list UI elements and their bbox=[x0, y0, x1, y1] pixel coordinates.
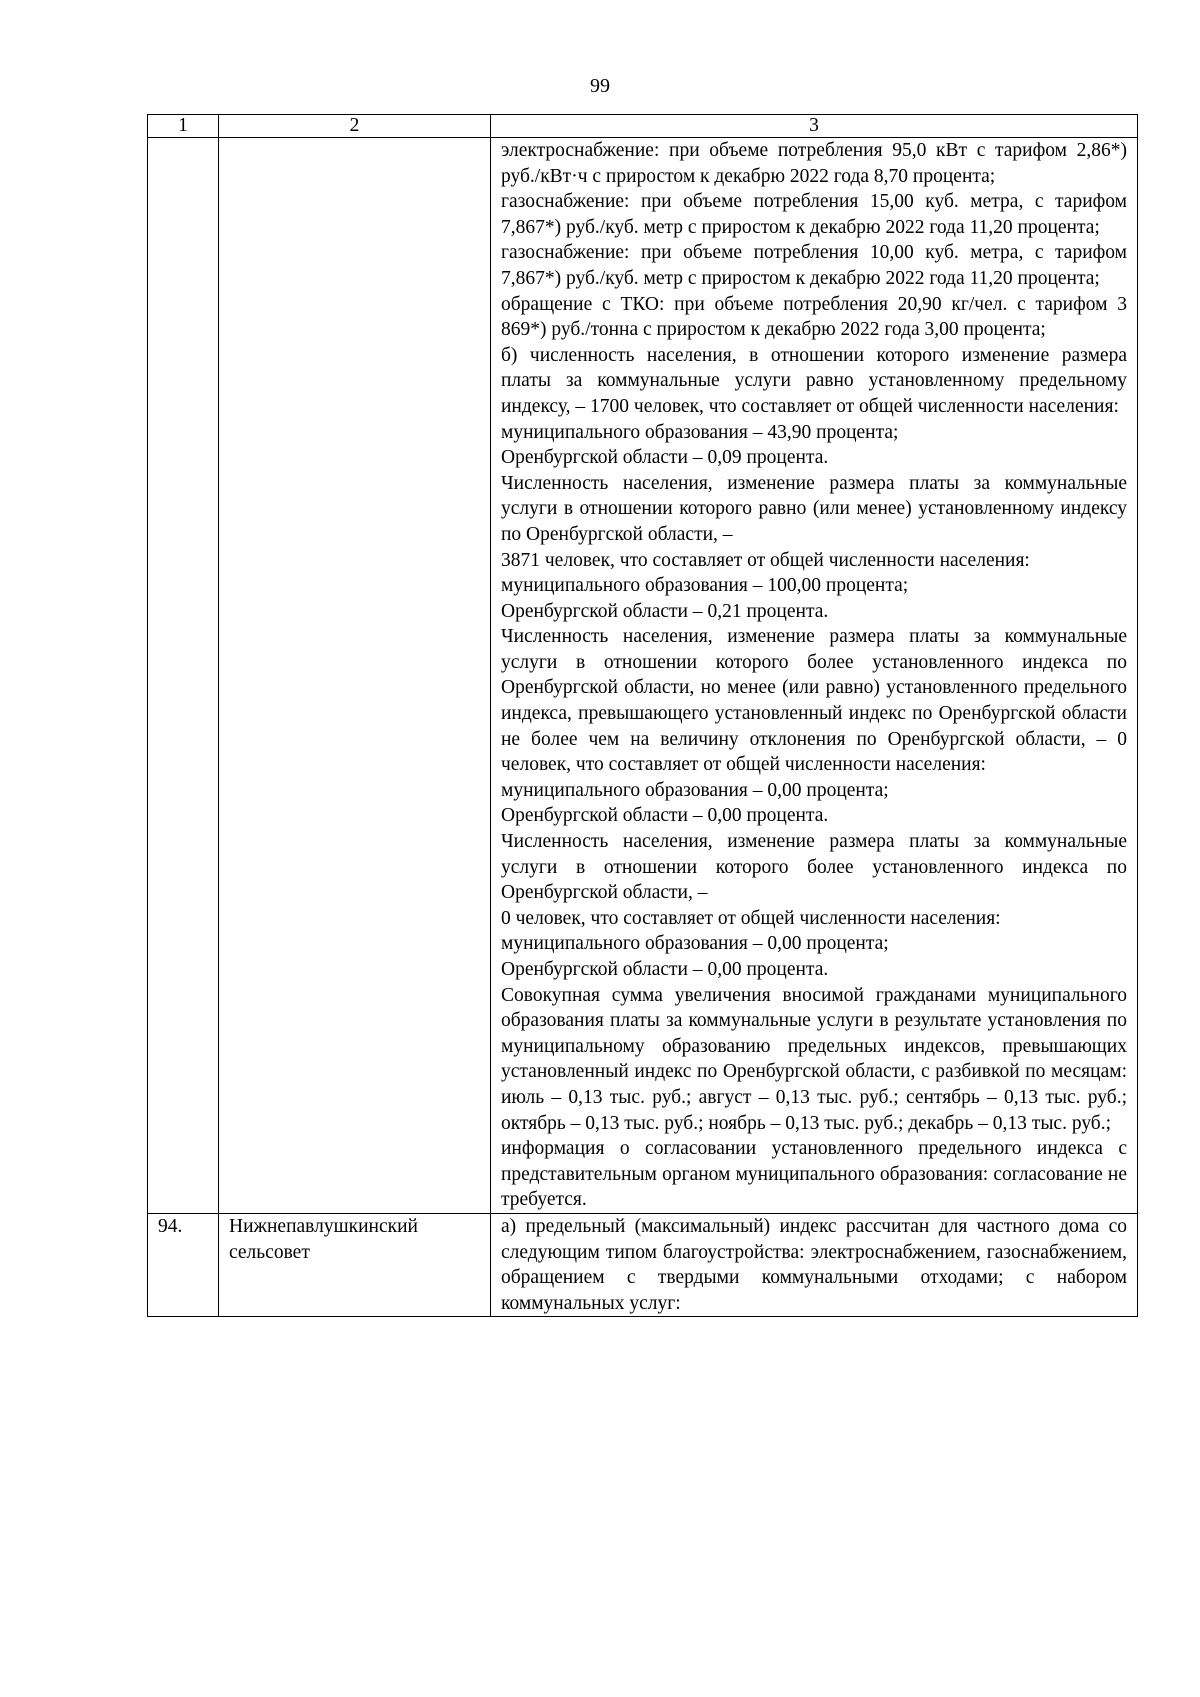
paragraph: обращение с ТКО: при объеме потребления 20,90 кг/чел. с тарифом 3 869*) руб./тонна с приростом к декабрю 2022 года 3,00 процента; bbox=[501, 293, 1127, 341]
paragraph: муниципального образования – 100,00 процента; bbox=[501, 575, 909, 597]
paragraph: Оренбургской области – 0,09 процента. bbox=[501, 447, 829, 469]
table-header-row bbox=[148, 115, 1138, 138]
paragraph: Совокупная сумма увеличения вносимой гражданами муниципального образования платы за коммунальные услуги в результате установления по муниципальному образованию предельных индексов, превышающих установленный индекс по Оренбургской области, с разбивкой по месяцам: июль – 0,13 тыс. руб.; август – 0,13 тыс. руб.; сентябрь – 0,13 тыс. руб.; октябрь – 0,13 тыс. руб.; ноябрь – 0,13 тыс. руб.; декабрь – 0,13 тыс. руб.; bbox=[501, 984, 1127, 1134]
paragraph: Численность населения, изменение размера платы за коммунальные услуги в отношении которого более установленного индекса по Оренбургской области, – bbox=[501, 831, 1127, 904]
paragraph: б) численность населения, в отношении которого изменение размера платы за коммунальные услуги равно установленному предельному индексу, – 1700 человек, что составляет от общей численности населения: bbox=[501, 344, 1127, 417]
paragraph: Оренбургской области – 0,00 процента. bbox=[501, 959, 829, 980]
table-row-continuation bbox=[148, 138, 1138, 1214]
paragraph: газоснабжение: при объеме потребления 15,00 куб. метра, с тарифом 7,867*) руб./куб. метр с приростом к декабрю 2022 года 11,20 процента; bbox=[501, 191, 1127, 238]
paragraph: Оренбургской области – 0,00 процента. bbox=[501, 805, 829, 827]
paragraph: муниципального образования – 0,00 процента; bbox=[501, 933, 889, 955]
paragraph: информация о согласовании установленного предельного индекса с представительным органом муниципального образования: согласование не требуется. bbox=[501, 1138, 1127, 1211]
document-table bbox=[147, 114, 1138, 1317]
row-text-cell bbox=[491, 1213, 1138, 1316]
table-row-94 bbox=[148, 1213, 1138, 1316]
row-text-cell bbox=[491, 138, 1138, 1214]
paragraph: муниципального образования – 0,00 процента; bbox=[501, 779, 889, 801]
paragraph: муниципального образования – 43,90 процента; bbox=[501, 421, 899, 443]
paragraph: 3871 человек, что составляет от общей численности населения: bbox=[501, 549, 1030, 571]
row-number-cell: 94. bbox=[148, 1213, 219, 1316]
paragraph: Численность населения, изменение размера платы за коммунальные услуги в отношении которого более установленного индекса по Оренбургской области, но менее (или равно) установленного предельного индекса, превышающего установленный индекс по Оренбургской области не более чем на величину отклонения по Оренбургской области, – 0 человек, что составляет от общей численности населения: bbox=[501, 626, 1127, 776]
paragraph: Численность населения, изменение размера платы за коммунальные услуги в отношении которого равно (или менее) установленному индексу по Оренбургской области, – bbox=[501, 472, 1127, 545]
column-header-2: 2 bbox=[219, 115, 491, 138]
paragraph: Оренбургской области – 0,21 процента. bbox=[501, 600, 829, 622]
column-header-1: 1 bbox=[148, 115, 219, 138]
paragraph: электроснабжение: при объеме потребления 95,0 кВт с тарифом 2,86*) руб./кВт·ч с приростом к декабрю 2022 года 8,70 процента; bbox=[501, 140, 1127, 187]
row-number-cell bbox=[148, 138, 219, 1214]
row-name-cell: Нижнепавлушкинский сельсовет bbox=[219, 1213, 491, 1316]
column-header-3: 3 bbox=[491, 115, 1138, 138]
page-number: 99 bbox=[590, 75, 610, 97]
paragraph: газоснабжение: при объеме потребления 10,00 куб. метра, с тарифом 7,867*) руб./куб. метр с приростом к декабрю 2022 года 11,20 процента; bbox=[501, 242, 1127, 289]
paragraph: 0 человек, что составляет от общей численности населения: bbox=[501, 907, 1001, 929]
row-name-cell bbox=[219, 138, 491, 1214]
paragraph: а) предельный (максимальный) индекс рассчитан для частного дома со следующим типом благоустройства: электроснабжением, газоснабжением, обращением с твердыми коммунальными отходами; с набором коммунальных услуг: bbox=[501, 1215, 1127, 1314]
